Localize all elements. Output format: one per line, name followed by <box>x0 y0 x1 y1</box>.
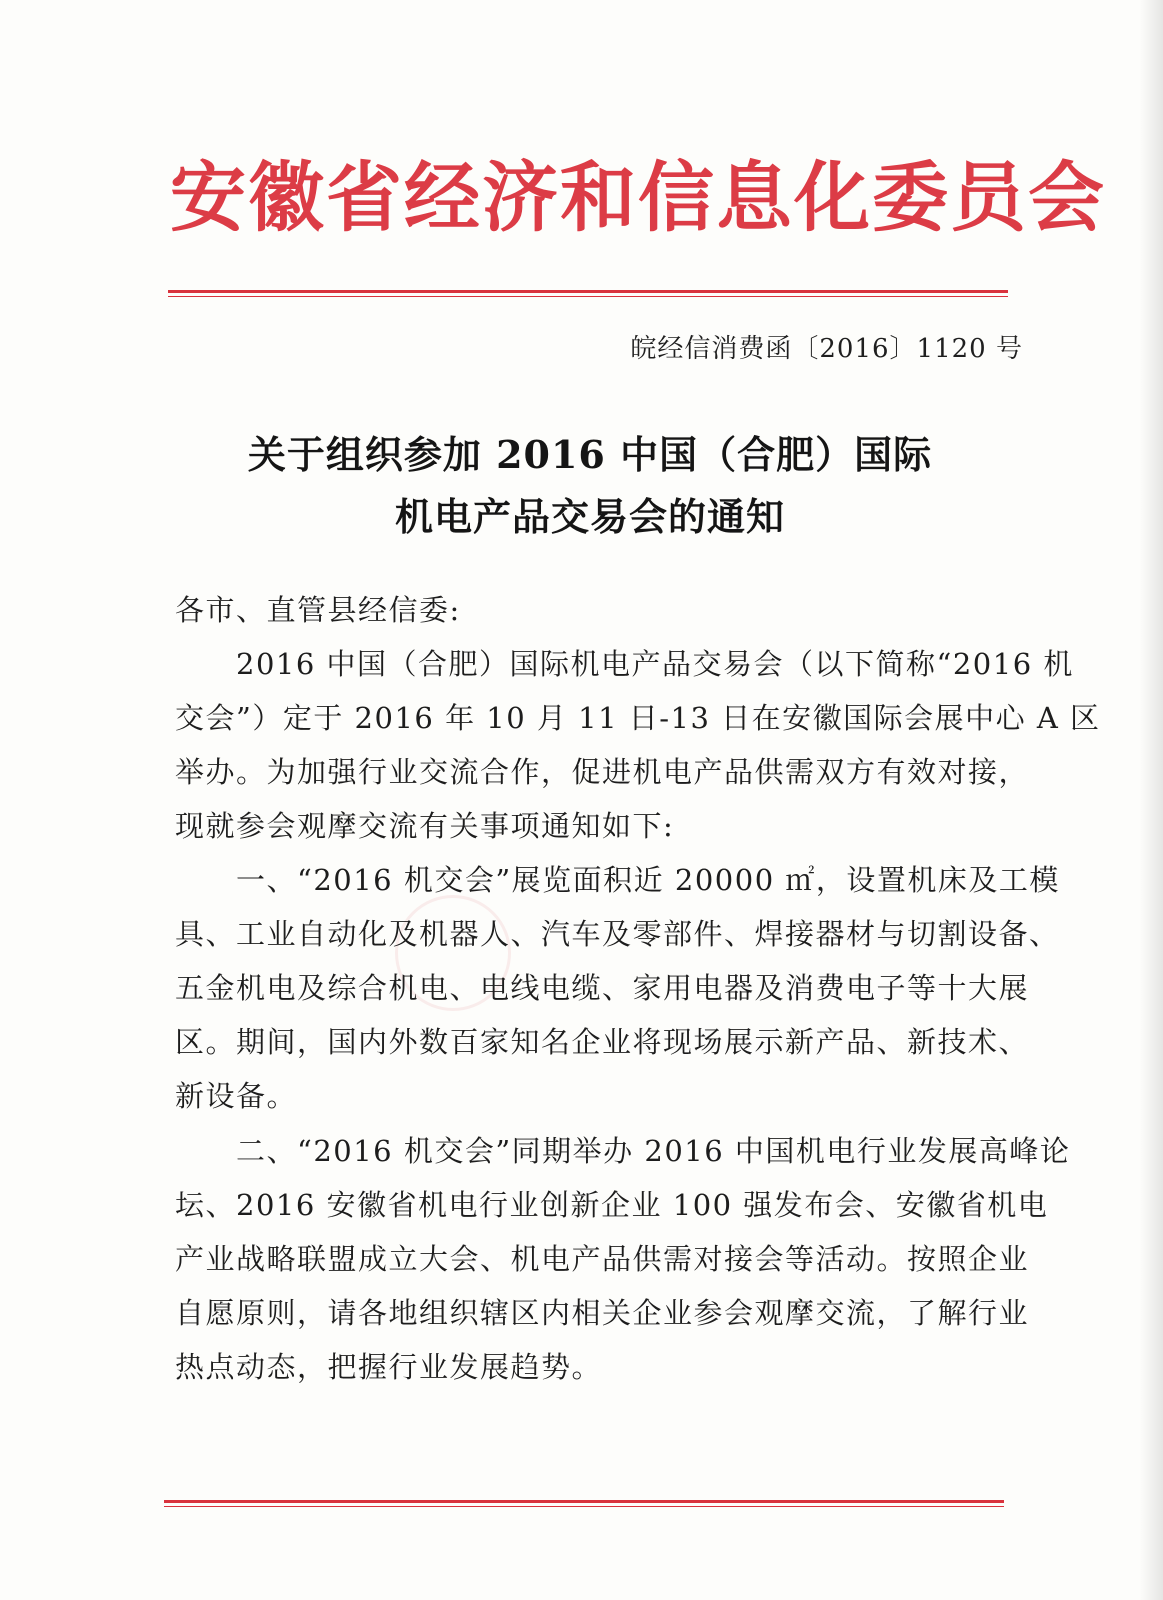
paragraph-intro <box>175 637 1101 853</box>
document-heading-line-1: 关于组织参加 2016 中国（合肥）国际 <box>247 432 933 477</box>
paragraph-line: 现就参会观摩交流有关事项通知如下: <box>175 809 675 843</box>
paragraph-line: 产业战略联盟成立大会、机电产品供需对接会等活动。按照企业 <box>175 1242 1030 1276</box>
footer-rule-thin <box>164 1506 1004 1507</box>
paragraph-line: 热点动态，把握行业发展趋势。 <box>175 1350 603 1384</box>
paragraph-item-2 <box>175 1124 1071 1394</box>
footer-rule-thick <box>164 1500 1004 1503</box>
paragraph-line: 交会”）定于 2016 年 10 月 11 日-13 日在安徽国际会展中心 A 区 <box>175 701 1101 735</box>
paragraph-line: 二、“2016 机交会”同期举办 2016 中国机电行业发展高峰论 <box>175 1134 1071 1168</box>
paragraph-line: 新设备。 <box>175 1079 298 1113</box>
paragraph-line: 一、“2016 机交会”展览面积近 20000 ㎡，设置机床及工模 <box>175 863 1060 897</box>
paragraph-line: 具、工业自动化及机器人、汽车及零部件、焊接器材与切割设备、 <box>175 917 1060 951</box>
letterhead-agency-name: 安徽省经济和信息化委员会 <box>170 153 1106 242</box>
document-heading-line-2: 机电产品交易会的通知 <box>394 494 785 539</box>
letterhead-rule-thin <box>168 296 1008 297</box>
salutation: 各市、直管县经信委: <box>175 593 461 627</box>
paragraph-line: 2016 中国（合肥）国际机电产品交易会（以下简称“2016 机 <box>175 647 1074 681</box>
paragraph-item-1 <box>175 853 1060 1123</box>
paragraph-line: 举办。为加强行业交流合作，促进机电产品供需双方有效对接， <box>175 755 1030 789</box>
paragraph-line: 区。期间，国内外数百家知名企业将现场展示新产品、新技术、 <box>175 1025 1030 1059</box>
paragraph-line: 五金机电及综合机电、电线电缆、家用电器及消费电子等十大展 <box>175 971 1030 1005</box>
paragraph-line: 自愿原则，请各地组织辖区内相关企业参会观摩交流，了解行业 <box>175 1296 1030 1330</box>
scan-edge-shadow <box>1139 0 1163 1600</box>
document-number: 皖经信消费函〔2016〕1120 号 <box>630 334 1023 364</box>
paragraph-line: 坛、2016 安徽省机电行业创新企业 100 强发布会、安徽省机电 <box>175 1188 1049 1222</box>
letterhead-rule-thick <box>168 290 1008 293</box>
